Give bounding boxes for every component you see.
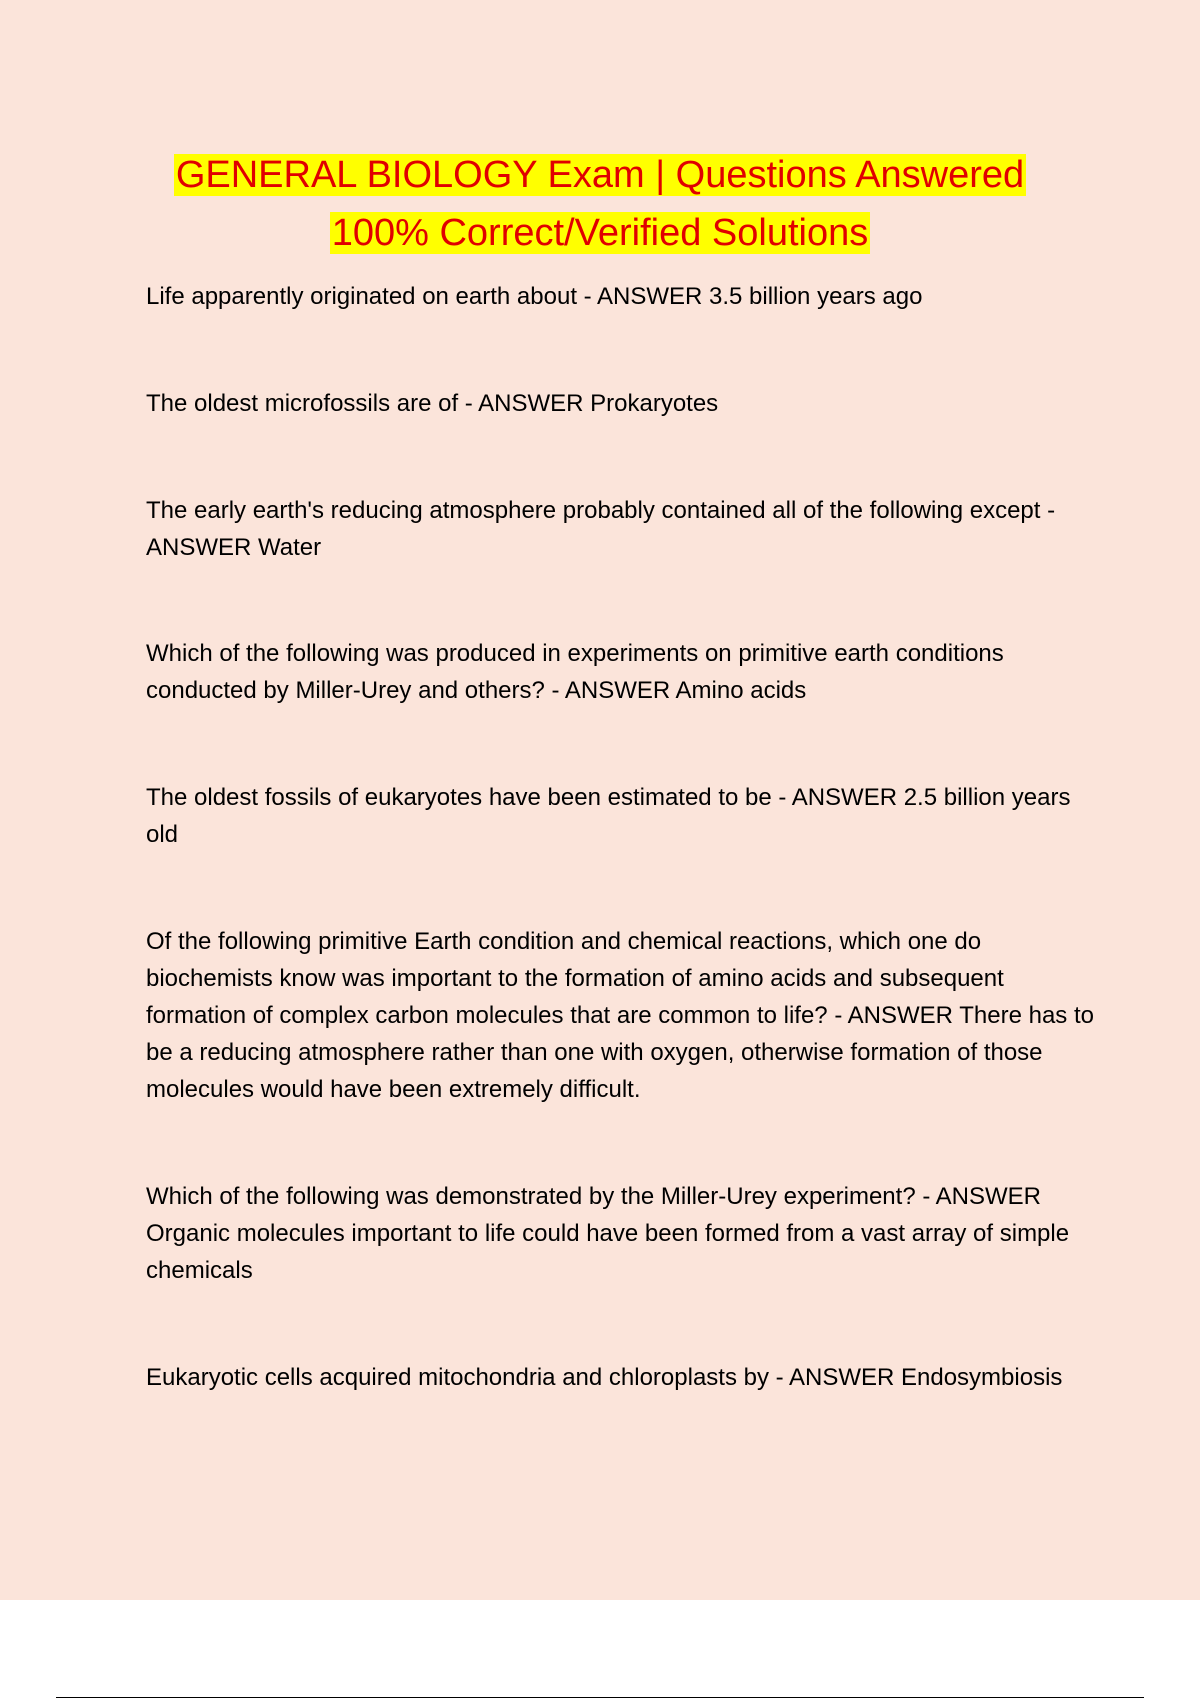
qa-item-3: The early earth's reducing atmosphere probably contained all of the following except - ANSWER Water [146, 497, 1056, 561]
qa-item-1: Life apparently originated on earth about - ANSWER 3.5 billion years ago [146, 283, 923, 310]
document-title [0, 146, 1200, 262]
qa-item-6: Of the following primitive Earth condition and chemical reactions, which one do biochemists know was important to the formation of amino acids and subsequent formation of complex carbon molecules that are common to life? - ANSWER There has to be a reducing atmosphere rather than one with oxygen, otherwise formation of those molecules would have been extremely difficult. [146, 928, 1094, 1103]
qa-item-8: Eukaryotic cells acquired mitochondria and chloroplasts by - ANSWER Endosymbiosis [146, 1364, 1063, 1391]
qa-item-4: Which of the following was produced in experiments on primitive earth conditions conducted by Miller-Urey and others? - ANSWER Amino acids [146, 640, 1004, 704]
qa-item-5: The oldest fossils of eukaryotes have been estimated to be - ANSWER 2.5 billion years old [146, 784, 1071, 848]
title-line-1: GENERAL BIOLOGY Exam | Questions Answered [175, 154, 1025, 196]
title-line-2: 100% Correct/Verified Solutions [331, 212, 869, 254]
footer-divider [56, 1697, 1144, 1698]
qa-item-7: Which of the following was demonstrated by the Miller-Urey experiment? - ANSWER Organic molecules important to life could have been formed from a vast array of simple chemicals [146, 1183, 1070, 1284]
qa-item-2: The oldest microfossils are of - ANSWER Prokaryotes [146, 390, 719, 417]
